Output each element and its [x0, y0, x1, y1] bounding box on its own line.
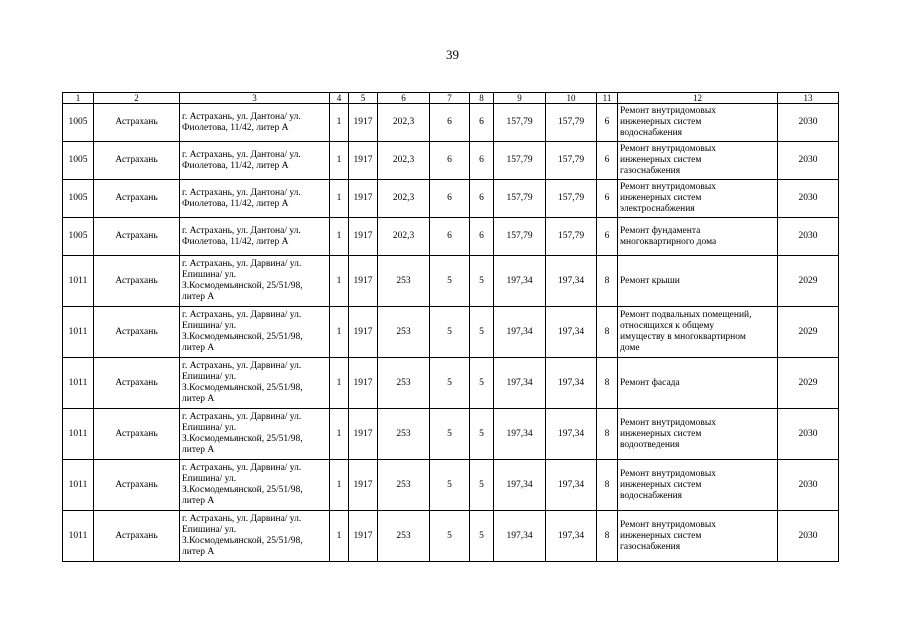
cell-area: 253 — [378, 358, 430, 409]
cell-deadline: 2030 — [778, 511, 839, 562]
cell-col-4: 1 — [330, 256, 349, 307]
column-header-13: 13 — [778, 93, 839, 104]
column-header-9: 9 — [494, 93, 546, 104]
cell-col-11: 8 — [597, 460, 618, 511]
cell-work-type — [618, 218, 778, 256]
cell-year: 1917 — [349, 358, 378, 409]
cell-work-type-line: водоотведения — [620, 439, 680, 450]
cell-col-7: 5 — [430, 511, 470, 562]
cell-col-4: 1 — [330, 142, 349, 180]
cell-col-10: 157,79 — [546, 218, 597, 256]
cell-col-4: 1 — [330, 218, 349, 256]
cell-address-line: г. Астрахань, ул. Дарвина/ ул. — [182, 259, 302, 269]
cell-col-7: 5 — [430, 409, 470, 460]
cell-work-type-line: доме — [620, 343, 640, 353]
cell-address-line: Епишина/ ул. — [182, 474, 237, 484]
cell-area: 253 — [378, 511, 430, 562]
cell-year: 1917 — [349, 256, 378, 307]
column-header-6: 6 — [378, 93, 430, 104]
cell-address — [180, 511, 330, 562]
cell-work-type-line: инженерных систем — [620, 193, 702, 203]
cell-col-9: 157,79 — [494, 142, 546, 180]
cell-city: Астрахань — [94, 409, 180, 460]
cell-col-11: 8 — [597, 358, 618, 409]
cell-address-line: литер А — [182, 496, 215, 506]
cell-work-type-line: инженерных систем — [620, 117, 702, 127]
cell-area: 202,3 — [378, 142, 430, 180]
cell-col-8: 6 — [470, 142, 494, 180]
cell-city: Астрахань — [94, 218, 180, 256]
cell-address-line: Епишина/ ул. — [182, 372, 237, 382]
repair-schedule-table — [62, 92, 839, 562]
cell-deadline: 2030 — [778, 180, 839, 218]
cell-address-line: Фиолетова, 11/42, литер А — [182, 122, 289, 133]
cell-deadline: 2029 — [778, 307, 839, 358]
cell-col-11: 6 — [597, 104, 618, 142]
column-header-5: 5 — [349, 93, 378, 104]
cell-deadline: 2030 — [778, 142, 839, 180]
cell-building-id: 1011 — [63, 409, 94, 460]
cell-col-7: 5 — [430, 358, 470, 409]
cell-work-type-line: многоквартирного дома — [620, 236, 717, 247]
cell-col-11: 6 — [597, 142, 618, 180]
cell-work-type — [618, 180, 778, 218]
cell-address-line: Епишина/ ул. — [182, 423, 237, 433]
cell-work-type — [618, 142, 778, 180]
cell-city: Астрахань — [94, 180, 180, 218]
cell-work-type — [618, 460, 778, 511]
cell-work-type-line: инженерных систем — [620, 479, 702, 490]
cell-address-line: З.Космодемьянской, 25/51/98, — [182, 536, 303, 546]
cell-address — [180, 104, 330, 142]
cell-col-10: 157,79 — [546, 104, 597, 142]
cell-work-type-line: водоснабжения — [620, 128, 683, 138]
cell-year: 1917 — [349, 307, 378, 358]
cell-address-line: г. Астрахань, ул. Дантона/ ул. — [182, 149, 301, 160]
cell-address-line: Епишина/ ул. — [182, 525, 237, 535]
cell-address-line: З.Космодемьянской, 25/51/98, — [182, 332, 303, 342]
cell-work-type — [618, 104, 778, 142]
cell-city: Астрахань — [94, 256, 180, 307]
cell-col-8: 5 — [470, 409, 494, 460]
cell-col-8: 6 — [470, 180, 494, 218]
cell-city: Астрахань — [94, 460, 180, 511]
cell-building-id: 1011 — [63, 256, 94, 307]
table-row — [63, 218, 839, 256]
cell-year: 1917 — [349, 218, 378, 256]
cell-work-type-line: Ремонт внутридомовых — [620, 417, 716, 428]
cell-building-id: 1011 — [63, 307, 94, 358]
cell-col-9: 157,79 — [494, 104, 546, 142]
cell-col-10: 197,34 — [546, 358, 597, 409]
cell-work-type-line: имуществу в многоквартирном — [620, 332, 746, 342]
table-row — [63, 180, 839, 218]
cell-col-8: 5 — [470, 511, 494, 562]
cell-work-type-line: Ремонт внутридомовых — [620, 519, 716, 530]
cell-col-4: 1 — [330, 358, 349, 409]
cell-work-type — [618, 511, 778, 562]
column-header-12: 12 — [618, 93, 778, 104]
cell-work-type-line: газоснабжения — [620, 541, 681, 552]
cell-work-type — [618, 307, 778, 358]
cell-col-11: 8 — [597, 256, 618, 307]
cell-address-line: г. Астрахань, ул. Дантона/ ул. — [182, 187, 301, 198]
cell-col-9: 197,34 — [494, 358, 546, 409]
cell-col-9: 197,34 — [494, 460, 546, 511]
cell-address-line: Фиолетова, 11/42, литер А — [182, 236, 289, 247]
column-header-7: 7 — [430, 93, 470, 104]
cell-work-type-line: инженерных систем — [620, 530, 702, 541]
cell-col-8: 5 — [470, 358, 494, 409]
cell-year: 1917 — [349, 511, 378, 562]
cell-address-line: Епишина/ ул. — [182, 321, 237, 331]
cell-col-11: 6 — [597, 218, 618, 256]
cell-address — [180, 142, 330, 180]
cell-col-4: 1 — [330, 104, 349, 142]
cell-work-type-line: Ремонт внутридомовых — [620, 106, 716, 116]
cell-col-10: 197,34 — [546, 511, 597, 562]
cell-building-id: 1011 — [63, 358, 94, 409]
cell-address — [180, 358, 330, 409]
cell-address-line: З.Космодемьянской, 25/51/98, — [182, 485, 303, 495]
cell-deadline: 2030 — [778, 218, 839, 256]
cell-col-4: 1 — [330, 409, 349, 460]
cell-work-type-line: инженерных систем — [620, 428, 702, 439]
table-row — [63, 409, 839, 460]
table-row — [63, 256, 839, 307]
cell-building-id: 1005 — [63, 104, 94, 142]
cell-address-line: З.Космодемьянской, 25/51/98, — [182, 383, 303, 393]
cell-col-7: 6 — [430, 142, 470, 180]
cell-area: 202,3 — [378, 180, 430, 218]
table-row — [63, 307, 839, 358]
cell-col-7: 5 — [430, 460, 470, 511]
cell-col-4: 1 — [330, 180, 349, 218]
column-header-4: 4 — [330, 93, 349, 104]
cell-col-7: 6 — [430, 180, 470, 218]
cell-col-9: 197,34 — [494, 256, 546, 307]
cell-col-8: 5 — [470, 307, 494, 358]
cell-col-9: 157,79 — [494, 180, 546, 218]
cell-address-line: литер А — [182, 343, 215, 353]
cell-col-10: 197,34 — [546, 256, 597, 307]
cell-work-type — [618, 256, 778, 307]
cell-address-line: г. Астрахань, ул. Дарвина/ ул. — [182, 310, 302, 320]
cell-address-line: З.Космодемьянской, 25/51/98, — [182, 434, 303, 444]
table-header — [63, 93, 839, 104]
cell-col-11: 6 — [597, 180, 618, 218]
cell-col-10: 197,34 — [546, 460, 597, 511]
cell-year: 1917 — [349, 409, 378, 460]
cell-city: Астрахань — [94, 307, 180, 358]
cell-col-11: 8 — [597, 511, 618, 562]
cell-year: 1917 — [349, 180, 378, 218]
cell-area: 253 — [378, 460, 430, 511]
cell-col-10: 157,79 — [546, 180, 597, 218]
cell-address — [180, 409, 330, 460]
cell-col-8: 6 — [470, 218, 494, 256]
cell-building-id: 1005 — [63, 142, 94, 180]
cell-col-7: 6 — [430, 218, 470, 256]
cell-area: 202,3 — [378, 104, 430, 142]
cell-work-type-line: электроснабжения — [620, 204, 695, 214]
cell-address — [180, 256, 330, 307]
cell-address-line: г. Астрахань, ул. Дарвина/ ул. — [182, 514, 302, 524]
cell-area: 253 — [378, 256, 430, 307]
cell-col-11: 8 — [597, 307, 618, 358]
cell-work-type-line: Ремонт внутридомовых — [620, 182, 716, 192]
cell-address-line: литер А — [182, 445, 215, 455]
cell-work-type-line: инженерных систем — [620, 155, 702, 165]
page-number: 39 — [446, 47, 459, 62]
cell-deadline: 2030 — [778, 409, 839, 460]
cell-address-line: литер А — [182, 292, 215, 302]
cell-city: Астрахань — [94, 358, 180, 409]
cell-col-7: 6 — [430, 104, 470, 142]
cell-address-line: г. Астрахань, ул. Дарвина/ ул. — [182, 361, 302, 371]
cell-col-9: 157,79 — [494, 218, 546, 256]
cell-city: Астрахань — [94, 142, 180, 180]
cell-work-type — [618, 358, 778, 409]
cell-area: 253 — [378, 307, 430, 358]
cell-col-8: 5 — [470, 460, 494, 511]
cell-year: 1917 — [349, 142, 378, 180]
cell-work-type-line: Ремонт внутридомовых — [620, 468, 716, 479]
cell-year: 1917 — [349, 460, 378, 511]
cell-address-line: г. Астрахань, ул. Дарвина/ ул. — [182, 412, 302, 422]
cell-address — [180, 460, 330, 511]
cell-work-type — [618, 409, 778, 460]
cell-col-10: 197,34 — [546, 307, 597, 358]
cell-work-type-line: газоснабжения — [620, 166, 681, 176]
cell-address-line: Фиолетова, 11/42, литер А — [182, 198, 289, 209]
cell-address-line: З.Космодемьянской, 25/51/98, — [182, 281, 303, 291]
cell-year: 1917 — [349, 104, 378, 142]
cell-work-type-line: Ремонт фасада — [620, 377, 680, 388]
column-header-11: 11 — [597, 93, 618, 104]
cell-work-type-line: водоснабжения — [620, 490, 683, 501]
cell-work-type-line: Ремонт подвальных помещений, — [620, 310, 752, 320]
cell-address-line: литер А — [182, 394, 215, 404]
cell-address-line: Епишина/ ул. — [182, 270, 237, 280]
cell-work-type-line: относящихся к общему — [620, 321, 715, 331]
cell-work-type-line: Ремонт фундамента — [620, 225, 701, 236]
table-row — [63, 460, 839, 511]
cell-building-id: 1011 — [63, 511, 94, 562]
cell-address — [180, 180, 330, 218]
table-body — [63, 104, 839, 562]
cell-deadline: 2030 — [778, 460, 839, 511]
table-row — [63, 358, 839, 409]
cell-deadline: 2029 — [778, 358, 839, 409]
cell-col-9: 197,34 — [494, 511, 546, 562]
cell-col-10: 157,79 — [546, 142, 597, 180]
cell-building-id: 1005 — [63, 218, 94, 256]
cell-deadline: 2029 — [778, 256, 839, 307]
header-row — [63, 93, 839, 104]
cell-address — [180, 218, 330, 256]
cell-col-4: 1 — [330, 511, 349, 562]
table-row — [63, 104, 839, 142]
cell-col-7: 5 — [430, 307, 470, 358]
cell-col-10: 197,34 — [546, 409, 597, 460]
cell-building-id: 1011 — [63, 460, 94, 511]
column-header-2: 2 — [94, 93, 180, 104]
cell-col-4: 1 — [330, 460, 349, 511]
column-header-10: 10 — [546, 93, 597, 104]
cell-address-line: литер А — [182, 547, 215, 557]
cell-address-line: Фиолетова, 11/42, литер А — [182, 160, 289, 171]
cell-work-type-line: Ремонт крыши — [620, 275, 680, 286]
column-header-1: 1 — [63, 93, 94, 104]
cell-address-line: г. Астрахань, ул. Дарвина/ ул. — [182, 463, 302, 473]
cell-col-9: 197,34 — [494, 409, 546, 460]
cell-area: 202,3 — [378, 218, 430, 256]
cell-work-type-line: Ремонт внутридомовых — [620, 144, 716, 154]
column-header-8: 8 — [470, 93, 494, 104]
cell-area: 253 — [378, 409, 430, 460]
cell-address-line: г. Астрахань, ул. Дантона/ ул. — [182, 111, 301, 122]
cell-col-8: 5 — [470, 256, 494, 307]
cell-building-id: 1005 — [63, 180, 94, 218]
cell-city: Астрахань — [94, 104, 180, 142]
table-row — [63, 142, 839, 180]
cell-col-11: 8 — [597, 409, 618, 460]
table-row — [63, 511, 839, 562]
column-header-3: 3 — [180, 93, 330, 104]
cell-address — [180, 307, 330, 358]
cell-city: Астрахань — [94, 511, 180, 562]
cell-col-9: 197,34 — [494, 307, 546, 358]
cell-col-7: 5 — [430, 256, 470, 307]
cell-col-8: 6 — [470, 104, 494, 142]
cell-col-4: 1 — [330, 307, 349, 358]
cell-deadline: 2030 — [778, 104, 839, 142]
cell-address-line: г. Астрахань, ул. Дантона/ ул. — [182, 225, 301, 236]
